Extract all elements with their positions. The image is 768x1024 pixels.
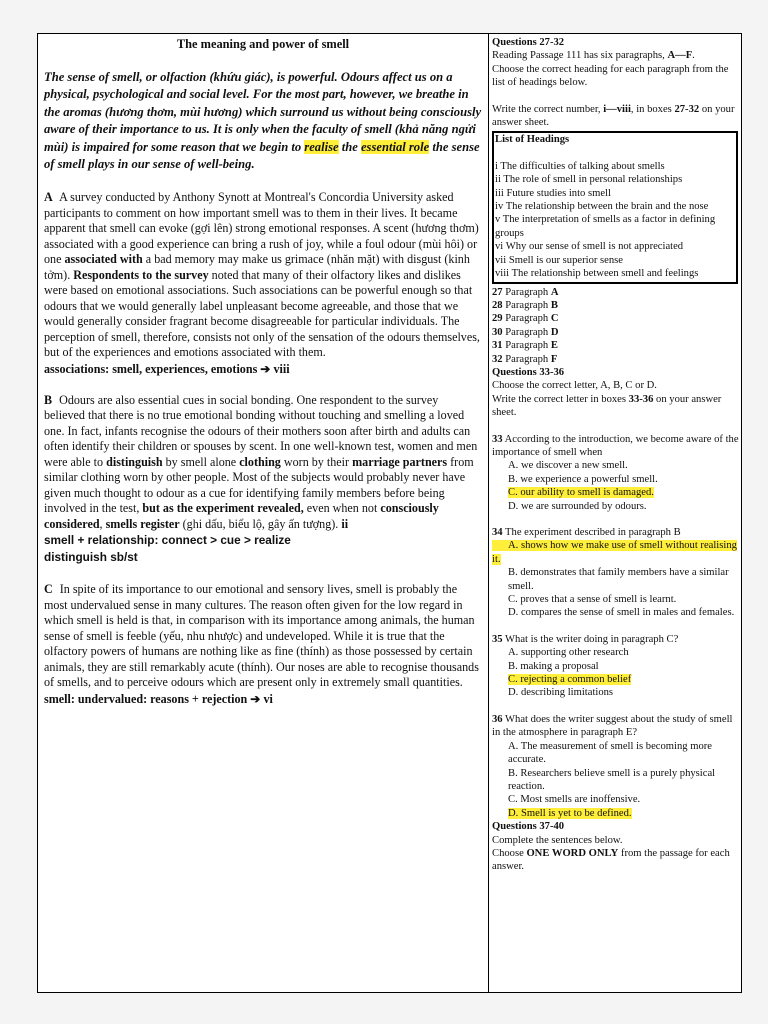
option-c bbox=[492, 486, 739, 499]
note-b-2: distinguish sb/st bbox=[44, 550, 138, 565]
instruction-text: . bbox=[692, 50, 695, 62]
questions-column bbox=[492, 36, 739, 874]
option-a: A. supporting other research bbox=[508, 647, 629, 659]
bold-phrase: associated with bbox=[64, 252, 143, 267]
paragraph-answer-line bbox=[492, 353, 739, 366]
question-text: According to the introduction, we become aware of the importance of smell when bbox=[492, 433, 739, 458]
headings-title: List of Headings bbox=[495, 134, 570, 146]
paragraph-word: Paragraph bbox=[505, 326, 549, 338]
bold-phrase: but as the experiment revealed, bbox=[142, 501, 304, 516]
bold-phrase: 33-36 bbox=[628, 393, 654, 405]
option-c: C. Most smells are inoffensive. bbox=[508, 794, 641, 806]
paragraph-answer-line bbox=[492, 339, 739, 352]
paragraph-word: Paragraph bbox=[505, 353, 549, 365]
paragraph-text: (ghi dấu, biểu lộ, gây ấn tượng). bbox=[179, 516, 342, 531]
question-34 bbox=[492, 526, 739, 539]
paragraph-c bbox=[44, 582, 482, 691]
intro-text: the sense of smell plays in our sense of well-being. bbox=[44, 139, 480, 172]
heading-item: i The difficulties of talking about smells bbox=[495, 160, 665, 172]
question-number: 33 bbox=[492, 433, 503, 445]
question-text: What is the writer doing in paragraph C? bbox=[502, 633, 679, 645]
paragraph-text: by smell alone bbox=[162, 454, 240, 469]
bold-phrase: Respondents to the survey bbox=[73, 267, 209, 282]
instruction bbox=[492, 847, 739, 874]
bold-phrase: marriage partners bbox=[352, 454, 448, 469]
paragraph-letter: C bbox=[550, 313, 559, 325]
option-b: B. demonstrates that family members have a similar smell. bbox=[508, 567, 729, 592]
questions-37-40-title: Questions 37-40 bbox=[492, 821, 565, 833]
paragraph-b bbox=[44, 393, 482, 533]
instruction-text: Write the correct letter in boxes bbox=[492, 393, 629, 405]
highlighted-answer: A. shows how we make use of smell without realising it. bbox=[492, 540, 737, 565]
instruction bbox=[492, 393, 739, 420]
paragraph-text: , bbox=[99, 516, 106, 531]
question-number: 36 bbox=[492, 713, 503, 725]
heading-item: vi Why our sense of smell is not appreciated bbox=[495, 241, 684, 253]
questions-33-36-title: Questions 33-36 bbox=[492, 366, 565, 378]
option-c bbox=[492, 673, 739, 686]
highlighted-answer: C. rejecting a common belief bbox=[508, 674, 632, 686]
option-a: A. The measurement of smell is becoming more accurate. bbox=[508, 740, 712, 766]
option-c: C. proves that a sense of smell is learnt. bbox=[508, 594, 677, 606]
instruction-text: Choose bbox=[492, 847, 527, 859]
column-divider bbox=[488, 34, 489, 992]
paragraph-text: worn by their bbox=[280, 454, 353, 469]
question-number: 30 bbox=[492, 326, 503, 338]
headings-box bbox=[492, 131, 738, 283]
paragraph-letter: B bbox=[550, 299, 558, 311]
instruction: Choose the correct letter, A, B, C or D. bbox=[492, 380, 657, 392]
instruction-text: Write the correct number, bbox=[492, 103, 604, 115]
option-d: D. describing limitations bbox=[508, 687, 614, 699]
question-number: 28 bbox=[492, 299, 503, 311]
paragraph-answer-line bbox=[492, 312, 739, 325]
paragraph-letter: B bbox=[44, 392, 53, 407]
heading-item: ii The role of smell in personal relationships bbox=[495, 174, 683, 186]
paragraph-word: Paragraph bbox=[505, 313, 549, 325]
paragraph-a bbox=[44, 190, 482, 361]
paragraph-text: noted that many of their olfactory likes and dislikes were based on emotional associations. Such associations can be powerful enough so that odours that we would generally label unpleasant become agreeable, and those that we would generally consider fragrant become disagreeable for particular individuals. The perception of smell, therefore, consists not only of the sensation of the odours themselves, but of the experiences and emotions associated with them. bbox=[44, 267, 480, 360]
bold-phrase: distinguish bbox=[106, 454, 163, 469]
paragraph-letter: F bbox=[550, 353, 558, 365]
highlight-essential-role: essential role bbox=[360, 139, 430, 154]
highlight-realise: realise bbox=[304, 139, 339, 154]
question-36 bbox=[492, 713, 739, 740]
paragraph-answer-line bbox=[492, 286, 739, 299]
questions-27-32-title: Questions 27-32 bbox=[492, 37, 565, 48]
question-35 bbox=[492, 633, 739, 646]
option-d: D. compares the sense of smell in males and females. bbox=[508, 607, 735, 619]
option-a: A. we discover a new smell. bbox=[508, 460, 628, 472]
paragraph-word: Paragraph bbox=[505, 286, 549, 298]
note-c: smell: undervalued: reasons + rejection ➔ vi bbox=[44, 691, 273, 706]
note-b-1: smell + relationship: connect > cue > realize bbox=[44, 533, 291, 548]
heading-item: viii The relationship between smell and feelings bbox=[495, 268, 699, 280]
option-d: D. we are surrounded by odours. bbox=[508, 500, 647, 512]
bold-phrase: i—viii bbox=[603, 103, 631, 115]
answer-mark: ii bbox=[341, 516, 349, 531]
question-number: 35 bbox=[492, 633, 503, 645]
paragraph-text: even when not bbox=[303, 501, 381, 516]
instruction-text: on your answer sheet. bbox=[492, 393, 722, 419]
bold-phrase: clothing bbox=[239, 454, 281, 469]
question-number: 29 bbox=[492, 313, 503, 325]
worksheet-page bbox=[37, 33, 742, 993]
paragraph-answer-line bbox=[492, 299, 739, 312]
option-d bbox=[492, 807, 739, 820]
option-a bbox=[492, 539, 739, 566]
paragraph-letter: D bbox=[550, 326, 559, 338]
instruction-text: Reading Passage 111 has six paragraphs, bbox=[492, 50, 668, 62]
heading-item: vii Smell is our superior sense bbox=[495, 254, 623, 266]
instruction: Choose the correct heading for each paragraph from the list of headings below. bbox=[492, 63, 729, 89]
bold-phrase: ONE WORD ONLY bbox=[526, 847, 619, 859]
passage-title: The meaning and power of smell bbox=[176, 37, 350, 51]
passage-intro bbox=[44, 69, 482, 173]
instruction-text: on your answer sheet. bbox=[492, 103, 735, 129]
question-text: The experiment described in paragraph B bbox=[502, 527, 681, 538]
paragraph-letter: E bbox=[550, 340, 558, 352]
paragraph-text: A survey conducted by Anthony Synott at Montreal's Concordia University asked participants to comment on how important smell was to them in their lives. It became apparent that smell can evoke (gợi lên) strong emotional responses. A scent (hương thơm) associated with a good experience can bring a rush of joy, while a foul odour (mùi hôi) or one bbox=[44, 190, 479, 267]
question-text: What does the writer suggest about the study of smell in the atmosphere in paragraph E? bbox=[492, 713, 733, 739]
bold-phrase: A—F bbox=[667, 50, 693, 62]
intro-text: The sense of smell, or olfaction (khứu giác), is powerful. Odours affect us on a physical, psychological and social level. For the most part, however, we breathe in the aromas (hương thơm, mùi hương) which surround us without being consciously aware of their importance to us. It is only when the faculty of smell (khả năng ngửi mùi) is impaired for some reason that we begin to bbox=[44, 70, 482, 154]
paragraph-letter: A bbox=[44, 190, 53, 205]
heading-item: iv The relationship between the brain and the nose bbox=[495, 201, 709, 213]
paragraph-word: Paragraph bbox=[505, 340, 549, 352]
paragraph-text: Odours are also essential cues in social bonding. One respondent to the survey believed that there is no true emotional bonding without touching and smelling a loved one. In fact, infants recognise the odours of their mothers soon after birth and adults can often identify their children or spouses by scent. In one well-known test, women and men were able to bbox=[44, 392, 478, 469]
highlighted-answer: C. our ability to smell is damaged. bbox=[508, 487, 654, 499]
paragraph-letter: C bbox=[44, 582, 53, 597]
instruction-text: from the passage for each answer. bbox=[492, 847, 730, 873]
instruction bbox=[492, 103, 739, 130]
option-b: B. making a proposal bbox=[508, 660, 599, 672]
paragraph-text: In spite of its importance to our emotional and sensory lives, smell is probably the most undervalued sense in many cultures. The reason often given for the low regard in which smell is held is that, in comparison with its importance among animals, the human sense of smell is feeble (yếu, nhu nhược) and undeveloped. While it is true that the olfactory powers of humans are nothing like as fine (thính) as those possessed by certain animals, they are still remarkably acute (thính). Our noses are able to recognise thousands of smells, and to perceive odours which are present only in extremely small quantities. bbox=[44, 582, 479, 690]
paragraph-word: Paragraph bbox=[505, 299, 549, 311]
intro-text: the bbox=[338, 139, 361, 154]
bold-phrase: consciously considered bbox=[44, 501, 439, 531]
question-number: 34 bbox=[492, 527, 503, 538]
bold-phrase: 27-32 bbox=[674, 103, 700, 115]
question-number: 32 bbox=[492, 353, 503, 365]
instruction-text: , in boxes bbox=[630, 103, 675, 115]
option-b: B. Researchers believe smell is a purely physical reaction. bbox=[508, 767, 716, 792]
heading-item: v The interpretation of smells as a factor in defining groups bbox=[495, 214, 716, 239]
instruction bbox=[492, 49, 739, 62]
paragraph-text: a bad memory may make us grimace (nhăn mặt) with disgust (kinh tởm). bbox=[44, 252, 470, 282]
note-a: associations: smell, experiences, emotions ➔ viii bbox=[44, 361, 290, 376]
question-33 bbox=[492, 433, 739, 460]
question-number: 27 bbox=[492, 286, 503, 298]
bold-phrase: smells register bbox=[105, 516, 180, 531]
paragraph-answer-line bbox=[492, 326, 739, 339]
paragraph-text: from similar clothing worn by other people. Most of the subjects would probably never have given much thought to odour as a cue for identifying family members before being involved in the test, bbox=[44, 454, 474, 516]
instruction: Complete the sentences below. bbox=[492, 834, 623, 846]
highlighted-answer: D. Smell is yet to be defined. bbox=[508, 807, 632, 819]
question-number: 31 bbox=[492, 340, 503, 352]
paragraph-letter: A bbox=[550, 286, 559, 298]
option-b: B. we experience a powerful smell. bbox=[508, 473, 658, 485]
reading-passage bbox=[44, 37, 482, 707]
heading-item: iii Future studies into smell bbox=[495, 187, 611, 199]
